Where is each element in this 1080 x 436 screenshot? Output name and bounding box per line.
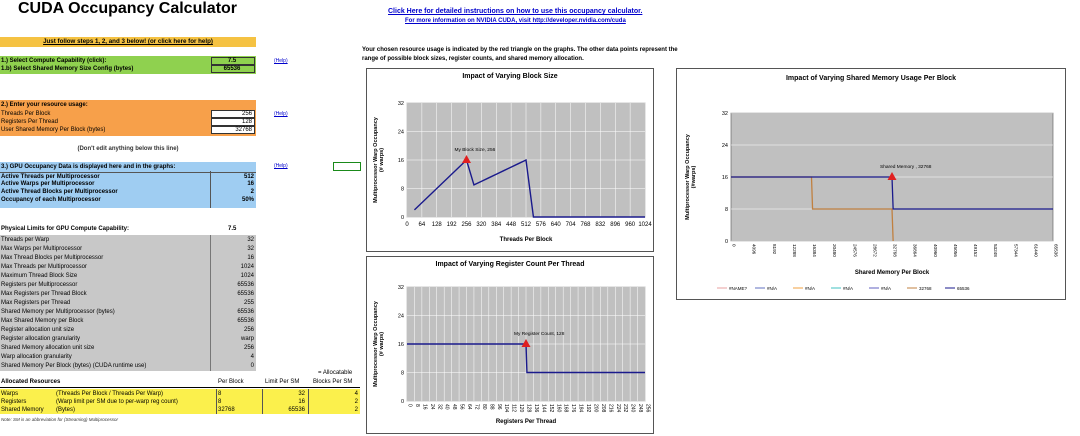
limits-row: [0, 317, 256, 325]
limits-row-value: 65536: [237, 309, 254, 315]
x-tick-label: 57344: [1013, 244, 1019, 257]
x-tick-label: 120: [518, 404, 525, 413]
x-tick-label: 16: [421, 404, 428, 410]
y-tick-label: 16: [397, 342, 404, 348]
limits-row-label: Shared Memory allocation unit size: [1, 345, 95, 351]
limits-row: [0, 254, 256, 262]
alloc-row-blocks: 2: [354, 407, 358, 413]
x-tick-label: 53248: [993, 244, 999, 257]
chart-title: Impact of Varying Register Count Per Thread: [435, 261, 585, 268]
x-tick-label: 112: [510, 404, 517, 412]
help-link-step3[interactable]: (Help): [274, 163, 288, 169]
x-tick-label: 24576: [852, 244, 858, 257]
x-tick-label: 832: [595, 222, 606, 228]
x-tick-label: 448: [506, 222, 517, 228]
limits-row-value: 256: [243, 327, 254, 333]
x-tick-label: 64: [418, 222, 426, 228]
limits-row: [0, 290, 256, 298]
x-tick-label: 12288: [791, 244, 797, 257]
threads-per-block-label: Threads Per Block: [1, 111, 51, 117]
alloc-row-per-block: 8: [218, 391, 222, 397]
allocated-resources-table: [0, 389, 360, 414]
active-threads-label: Active Threads per Multiprocessor: [1, 174, 100, 180]
threads-per-block-input[interactable]: 256: [211, 110, 255, 118]
y-axis-label: (# warps): [379, 331, 385, 357]
x-tick-label: 512: [520, 222, 532, 228]
limits-row-value: 1024: [240, 273, 254, 279]
x-tick-label: 248: [637, 404, 644, 413]
alloc-row-limit: 16: [298, 399, 305, 405]
chart-description: Your chosen resource usage is indicated by the red triangle on the graphs. The other data points represent the range of possible block sizes, register counts, and shared memory allocation.: [362, 47, 678, 62]
y-tick-label: 32: [397, 101, 404, 107]
limits-heading-value: 7.5: [228, 226, 237, 232]
y-axis-label: Multiprocessor Warp Occupancy: [373, 301, 379, 387]
limits-row: [0, 236, 256, 244]
x-tick-label: 72: [473, 404, 480, 410]
y-tick-label: 24: [397, 313, 404, 320]
x-tick-label: 896: [610, 222, 621, 228]
step3-section: [0, 162, 256, 208]
x-tick-label: 0: [731, 244, 737, 247]
registers-per-thread-input[interactable]: 128: [211, 118, 255, 126]
x-tick-label: 224: [614, 404, 621, 413]
register-count-chart: [366, 256, 654, 434]
y-tick-label: 16: [721, 175, 728, 181]
alloc-col-blocks: Blocks Per SM: [313, 379, 353, 385]
limits-row-label: Warp allocation granularity: [1, 354, 72, 360]
limits-row: [0, 281, 256, 289]
active-warps-label: Active Warps per Multiprocessor: [1, 181, 95, 187]
x-tick-label: 192: [585, 404, 591, 413]
register-count-chart-svg: [367, 257, 655, 435]
y-tick-label: 8: [400, 186, 404, 193]
alloc-row-label: Warps: [1, 391, 19, 397]
alloc-row-blocks: 2: [354, 399, 358, 405]
limits-row-value: 256: [243, 345, 254, 351]
limits-row: [0, 335, 256, 343]
block-size-chart-svg: [367, 69, 655, 253]
alloc-row-desc: (Warp limit per SM due to per-warp reg count): [56, 399, 178, 405]
x-tick-label: 40: [443, 404, 450, 410]
alloc-row-limit: 65536: [288, 407, 305, 413]
block-size-chart: [366, 68, 654, 252]
x-tick-label: 232: [622, 404, 629, 413]
x-tick-label: 8192: [771, 244, 777, 255]
x-tick-label: 256: [644, 404, 651, 413]
x-tick-label: 176: [570, 404, 577, 413]
limits-row-label: Registers per Multiprocessor: [1, 282, 78, 288]
limits-row-label: Shared Memory per Multiprocessor (bytes): [1, 309, 115, 315]
occupancy-value: 50%: [241, 197, 254, 203]
limits-row-value: 255: [243, 300, 254, 306]
help-link-step2[interactable]: (Help): [274, 111, 288, 117]
x-tick-label: 768: [580, 222, 591, 228]
y-tick-label: 16: [397, 158, 404, 164]
active-threads-value: 512: [243, 174, 254, 180]
alloc-col-per-block: Per Block: [218, 379, 244, 385]
y-tick-label: 8: [724, 207, 728, 213]
x-tick-label: 160: [555, 404, 562, 413]
limits-row-label: Register allocation granularity: [1, 336, 81, 342]
x-tick-label: 45056: [952, 244, 958, 257]
x-axis-label: Registers Per Thread: [495, 419, 557, 425]
limits-row-label: Threads per Warp: [1, 237, 50, 243]
limits-row-value: 65536: [237, 282, 254, 288]
x-tick-label: 40960: [932, 244, 938, 257]
legend-label: 65536: [957, 285, 970, 291]
occupancy-label: Occupancy of each Multiprocessor: [1, 197, 101, 203]
x-tick-label: 8: [413, 404, 420, 407]
help-link-step1[interactable]: (Help): [274, 58, 288, 64]
y-tick-label: 24: [721, 143, 728, 149]
x-axis-label: Shared Memory Per Block: [854, 270, 930, 276]
limits-row-value: 1024: [240, 264, 254, 270]
limits-heading-row: [0, 226, 256, 234]
x-tick-label: 16384: [812, 244, 817, 257]
x-tick-label: 32768: [892, 244, 898, 257]
shared-mem-per-block-label: User Shared Memory Per Block (bytes): [1, 127, 106, 133]
compute-capability-label: 1.) Select Compute Capability (click):: [1, 58, 107, 64]
alloc-header-row: [0, 379, 360, 388]
physical-limits-table: [0, 235, 256, 371]
x-tick-label: 20480: [832, 244, 838, 257]
y-axis-label: (#warps): [691, 165, 697, 189]
chart-title: Impact of Varying Block Size: [462, 73, 558, 80]
selected-cell[interactable]: [333, 162, 361, 171]
x-tick-label: 0: [405, 222, 409, 228]
x-tick-label: 4096: [751, 244, 757, 255]
limits-row: [0, 353, 256, 361]
marker-label: My Register Count, 128: [514, 332, 565, 337]
x-tick-label: 56: [458, 404, 465, 410]
y-axis-label: Multiprocessor Warp Occupancy: [685, 134, 691, 220]
y-tick-label: 24: [397, 129, 404, 136]
y-tick-label: 0: [724, 239, 728, 245]
page-title: CUDA Occupancy Calculator: [18, 0, 238, 17]
step1-section: [0, 56, 256, 74]
limits-row: [0, 299, 256, 307]
x-tick-label: 49152: [973, 244, 978, 257]
x-tick-label: 576: [535, 222, 546, 228]
alloc-row-desc: (Threads Per Block / Threads Per Warp): [56, 391, 164, 397]
y-tick-label: 32: [397, 285, 404, 291]
x-tick-label: 208: [599, 404, 606, 413]
x-tick-label: 36864: [912, 244, 918, 257]
limits-row: [0, 344, 256, 352]
x-tick-label: 184: [577, 404, 584, 413]
limits-row-label: Max Warps per Multiprocessor: [1, 246, 83, 252]
limits-row: [0, 362, 256, 370]
x-tick-label: 61440: [1033, 244, 1039, 257]
x-tick-label: 640: [550, 222, 561, 228]
limits-row-label: Max Registers per Thread Block: [1, 291, 87, 297]
limits-row-value: 32: [247, 246, 254, 252]
x-tick-label: 28672: [872, 244, 878, 257]
alloc-heading: Allocated Resources: [1, 379, 61, 385]
limits-row: [0, 326, 256, 334]
x-tick-label: 192: [446, 222, 457, 228]
x-tick-label: 128: [431, 222, 442, 228]
y-axis-label: Multiprocessor Warp Occupancy: [373, 117, 379, 203]
x-tick-label: 24: [428, 404, 435, 410]
limits-row-value: warp: [240, 336, 254, 342]
limits-row-value: 0: [250, 363, 254, 369]
instructions-link[interactable]: Click Here for detailed instructions on how to use this occupancy calculator.: [388, 8, 643, 15]
limits-row-label: Max Threads per Multiprocessor: [1, 264, 87, 270]
x-tick-label: 384: [491, 222, 502, 228]
x-tick-label: 704: [565, 222, 576, 228]
x-tick-label: 216: [607, 404, 614, 413]
limits-row-value: 16: [247, 255, 254, 261]
shared-mem-per-block-input[interactable]: 32768: [211, 126, 255, 134]
x-tick-label: 32: [436, 404, 443, 410]
alloc-col-limit: Limit Per SM: [265, 379, 300, 385]
limits-row-label: Shared Memory Per Block (bytes) (CUDA runtime use): [1, 363, 147, 369]
legend-label: #N/A: [805, 285, 816, 291]
shared-mem-config-label: 1.b) Select Shared Memory Size Config (bytes): [1, 66, 134, 72]
registers-per-thread-label: Registers Per Thread: [1, 119, 58, 125]
chart-title: Impact of Varying Shared Memory Usage Per Block: [785, 75, 956, 82]
step2-section: [0, 100, 256, 136]
shared-mem-config-select[interactable]: 65536: [211, 65, 255, 73]
x-tick-label: 960: [625, 222, 636, 228]
active-blocks-value: 2: [250, 189, 254, 195]
y-tick-label: 8: [400, 370, 404, 377]
legend-label: #NAME?: [729, 285, 748, 291]
x-tick-label: 64: [466, 404, 472, 410]
x-tick-label: 128: [525, 404, 532, 413]
x-tick-label: 168: [562, 404, 569, 413]
no-edit-note: (Don't edit anything below this line): [77, 146, 179, 152]
alloc-row-label: Shared Memory: [1, 407, 44, 413]
limits-row-value: 65536: [237, 318, 254, 324]
x-tick-label: 88: [488, 404, 495, 410]
limits-row-value: 65536: [237, 291, 254, 297]
x-tick-label: 152: [547, 404, 554, 413]
shared-memory-chart-svg: [677, 69, 1067, 301]
x-axis-label: Threads Per Block: [499, 237, 553, 243]
x-tick-label: 1024: [638, 222, 652, 228]
allocatable-header: = Allocatable: [318, 370, 353, 376]
alloc-row-per-block: 8: [218, 399, 222, 405]
x-tick-label: 320: [476, 222, 487, 228]
alloc-row-blocks: 4: [354, 391, 358, 397]
x-tick-label: 136: [532, 404, 539, 413]
x-tick-label: 48: [451, 404, 458, 410]
y-axis-label: (# warps): [379, 147, 385, 173]
x-tick-label: 96: [495, 404, 502, 410]
x-tick-label: 240: [629, 404, 636, 413]
y-tick-label: 0: [400, 215, 404, 221]
alloc-row-desc: (Bytes): [56, 407, 76, 413]
x-tick-label: 104: [503, 404, 510, 413]
limits-row: [0, 245, 256, 253]
alloc-row-per-block: 32768: [218, 407, 235, 413]
active-blocks-label: Active Thread Blocks per Multiprocessor: [1, 189, 118, 195]
limits-row: [0, 308, 256, 316]
x-tick-label: 0: [406, 404, 413, 407]
step2-heading: 2.) Enter your resource usage:: [1, 102, 88, 108]
marker-label: Shared Memory , 32768: [880, 165, 932, 170]
x-tick-label: 144: [540, 404, 547, 413]
y-tick-label: 0: [400, 399, 404, 405]
x-tick-label: 256: [461, 222, 472, 228]
legend-label: #N/A: [767, 285, 778, 291]
alloc-row-limit: 32: [298, 391, 305, 397]
legend-label: 32768: [919, 285, 932, 291]
limits-row-label: Max Thread Blocks per Multiprocessor: [1, 255, 104, 261]
sm-note: Note: SM is an abbreviation for (Streaming) Multiprocessor: [1, 417, 119, 422]
marker-label: My Block Size, 256: [454, 148, 496, 153]
x-tick-label: 200: [592, 404, 599, 413]
limits-heading: Physical Limits for GPU Compute Capability:: [1, 226, 130, 232]
x-tick-label: 65536: [1053, 244, 1059, 257]
limits-row-label: Maximum Thread Block Size: [1, 273, 78, 279]
limits-row-value: 4: [250, 354, 254, 360]
step3-heading: 3.) GPU Occupancy Data is displayed here and in the graphs:: [1, 164, 176, 170]
active-warps-value: 16: [247, 181, 254, 187]
steps-help-link[interactable]: Just follow steps 1, 2, and 3 below! (or click here for help): [0, 37, 256, 47]
nvidia-cuda-link[interactable]: For more information on NVIDIA CUDA, visit http://developer.nvidia.com/cuda: [405, 18, 626, 24]
legend-label: #N/A: [843, 285, 854, 291]
limits-row-label: Register allocation unit size: [1, 327, 75, 333]
limits-row: [0, 272, 256, 280]
legend-label: #N/A: [881, 285, 892, 291]
y-tick-label: 32: [721, 111, 728, 117]
x-tick-label: 80: [480, 404, 487, 410]
compute-capability-select[interactable]: 7.5: [211, 57, 255, 65]
limits-row-label: Max Registers per Thread: [1, 300, 71, 306]
limits-row-label: Max Shared Memory per Block: [1, 318, 84, 324]
limits-row-value: 32: [247, 237, 254, 243]
limits-row: [0, 263, 256, 271]
alloc-row-label: Registers: [1, 399, 27, 405]
shared-memory-chart: [676, 68, 1066, 300]
